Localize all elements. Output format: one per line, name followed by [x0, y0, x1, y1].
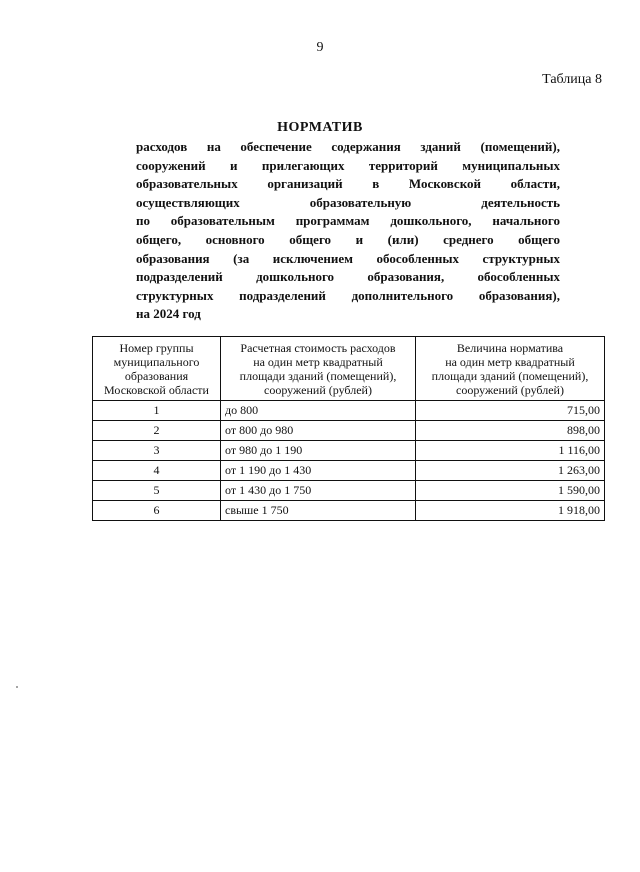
- subtitle-line: расходов на обеспечение содержания зданий (помещений),: [136, 139, 560, 154]
- norm-value-cell: 1 263,00: [416, 461, 605, 481]
- header-text: Величина норматива: [456, 341, 564, 355]
- header-text: сооружений (рублей): [456, 383, 564, 397]
- group-number-cell: 6: [93, 501, 221, 521]
- header-text: на один метр квадратный: [445, 355, 575, 369]
- table-row: [93, 481, 605, 501]
- cost-range-cell: от 1 190 до 1 430: [221, 461, 416, 481]
- norm-table: [92, 336, 605, 521]
- norm-value-cell: 1 116,00: [416, 441, 605, 461]
- subtitle-line: образовательных организаций в Московской области,: [136, 176, 560, 192]
- header-text: сооружений (рублей): [264, 383, 372, 397]
- subtitle-line: по образовательным программам дошкольного, начального: [136, 213, 560, 229]
- subtitle-line: общего, основного общего и (или) среднего общего: [136, 231, 560, 247]
- group-number-cell: 2: [93, 421, 221, 441]
- subtitle-line: сооружений и прилегающих территорий муниципальных: [136, 157, 560, 173]
- header-norm-value: [416, 337, 605, 401]
- subtitle-line: структурных подразделений дополнительного образования),: [136, 287, 560, 303]
- header-estimated-cost: [221, 337, 416, 401]
- header-text: на один метр квадратный: [253, 355, 383, 369]
- table-row: [93, 441, 605, 461]
- header-text: Московской области: [104, 383, 209, 397]
- table-caption: Таблица 8: [542, 72, 602, 87]
- header-text: муниципального: [113, 355, 200, 369]
- subtitle-line: на 2024 год: [136, 306, 201, 322]
- table-row: [93, 401, 605, 421]
- table-row: [93, 501, 605, 521]
- group-number-cell: 4: [93, 461, 221, 481]
- cost-range-cell: свыше 1 750: [221, 501, 416, 521]
- header-group-number: [93, 337, 221, 401]
- document-subtitle: [136, 138, 560, 324]
- subtitle-line: осуществляющих образовательную деятельность: [136, 194, 560, 210]
- cost-range-cell: до 800: [221, 401, 416, 421]
- norm-value-cell: 898,00: [416, 421, 605, 441]
- scan-speck: [16, 686, 18, 688]
- norm-value-cell: 715,00: [416, 401, 605, 421]
- cost-range-cell: от 1 430 до 1 750: [221, 481, 416, 501]
- header-text: Расчетная стоимость расходов: [240, 341, 396, 355]
- document-title: НОРМАТИВ: [277, 120, 363, 135]
- header-text: площади зданий (помещений),: [239, 369, 397, 383]
- table-row: [93, 461, 605, 481]
- header-text: образования: [124, 369, 189, 383]
- table-header-row: [93, 337, 605, 401]
- norm-value-cell: 1 590,00: [416, 481, 605, 501]
- cost-range-cell: от 980 до 1 190: [221, 441, 416, 461]
- table-row: [93, 421, 605, 441]
- cost-range-cell: от 800 до 980: [221, 421, 416, 441]
- norm-value-cell: 1 918,00: [416, 501, 605, 521]
- header-text: Номер группы: [119, 341, 194, 355]
- header-text: площади зданий (помещений),: [431, 369, 589, 383]
- subtitle-line: подразделений дошкольного образования, обособленных: [136, 269, 560, 285]
- group-number-cell: 3: [93, 441, 221, 461]
- page-number: 9: [316, 40, 324, 55]
- group-number-cell: 5: [93, 481, 221, 501]
- group-number-cell: 1: [93, 401, 221, 421]
- subtitle-line: образования (за исключением обособленных структурных: [136, 250, 560, 266]
